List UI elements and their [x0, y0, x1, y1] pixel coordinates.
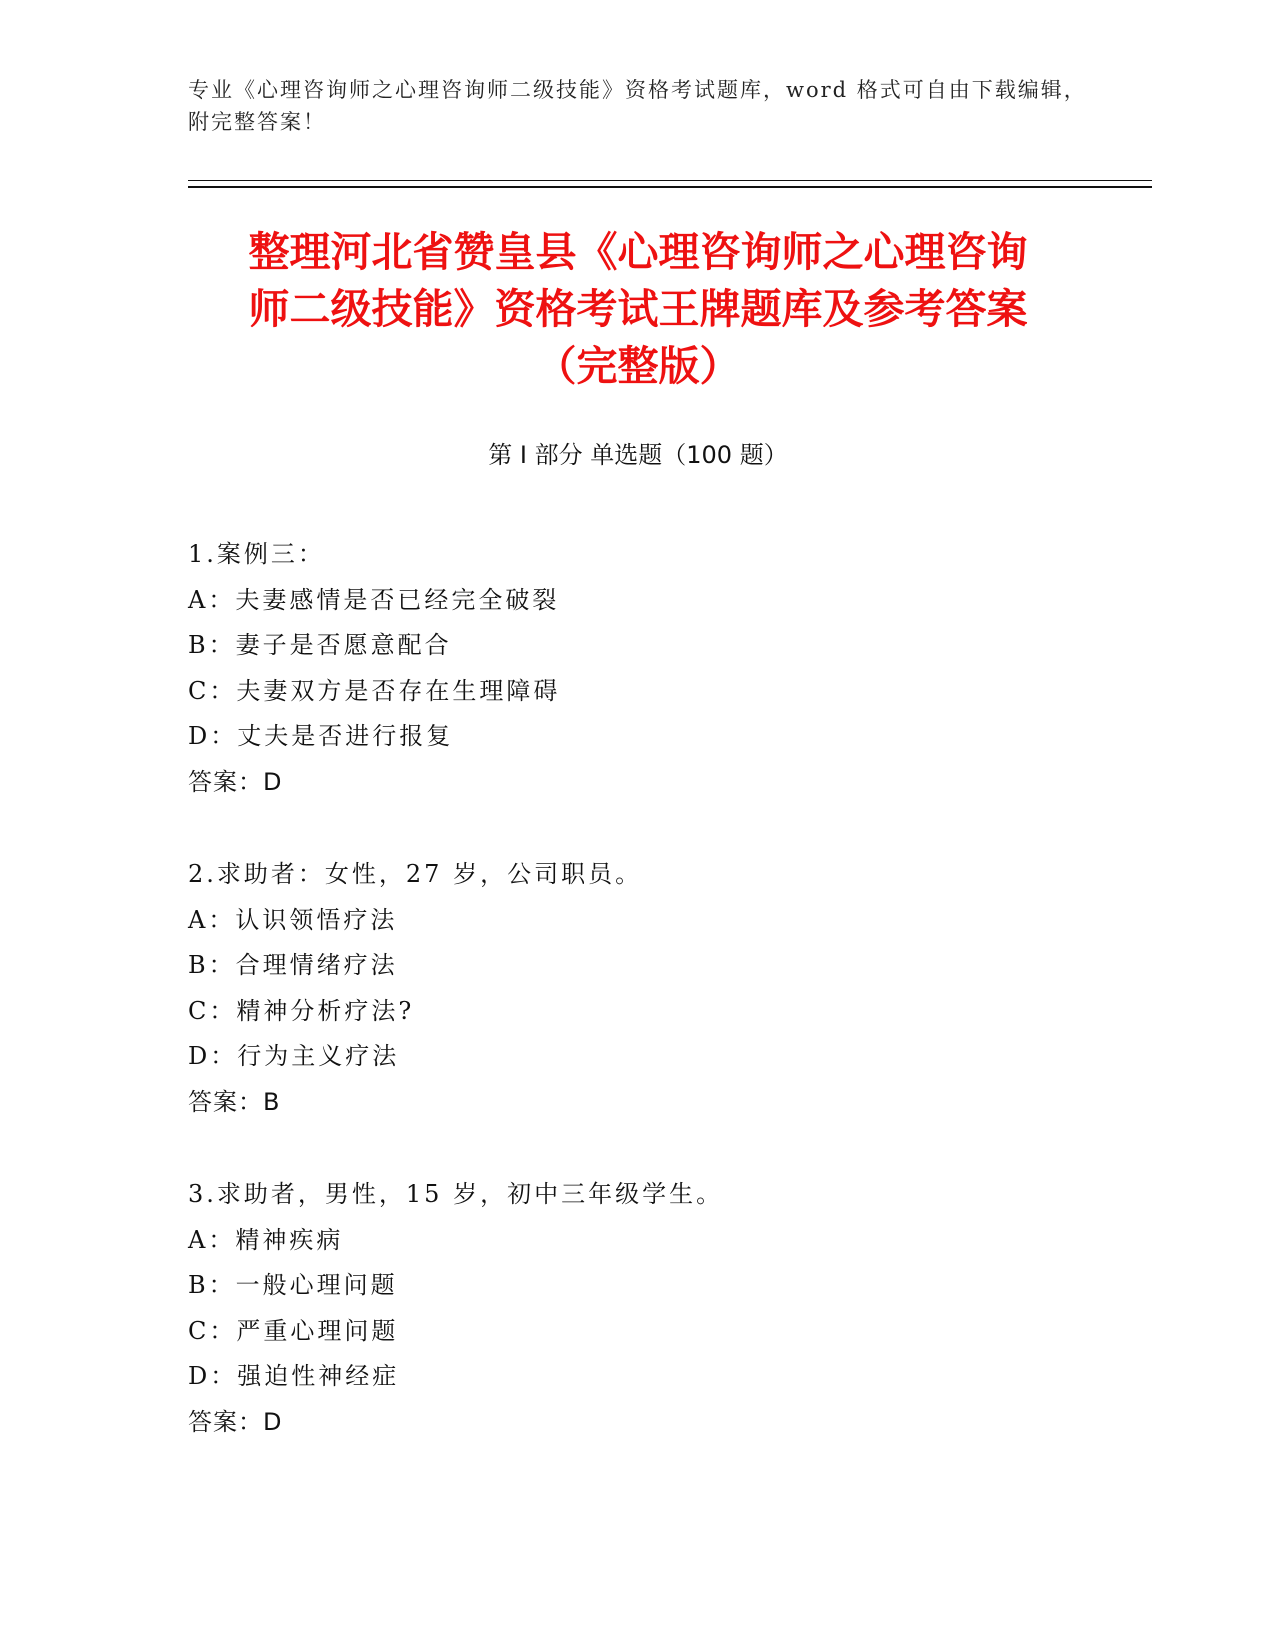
option-a: A：精神疾病 [188, 1225, 344, 1254]
title-line-2: 师二级技能》资格考试王牌题库及参考答案 [248, 285, 1028, 333]
option-b: B：合理情绪疗法 [188, 951, 398, 979]
answer-line: 答案：B [188, 1087, 281, 1116]
answer-line: 答案：D [188, 767, 283, 796]
option-d: D：行为主义疗法 [188, 1042, 400, 1070]
document-header-note: 专业《心理咨询师之心理咨询师二级技能》资格考试题库，word 格式可自由下载编辑，附完整答案！ [188, 78, 1087, 134]
option-b: B：妻子是否愿意配合 [188, 631, 452, 659]
question-3 [188, 1172, 1088, 1445]
option-d: D：丈夫是否进行报复 [188, 722, 454, 750]
header-divider-thick [188, 186, 1152, 188]
title-line-1: 整理河北省赞皇县《心理咨询师之心理咨询 [248, 228, 1028, 276]
section-heading: 第 I 部分 单选题（100 题） [488, 441, 788, 469]
option-c: C：夫妻双方是否存在生理障碍 [188, 676, 561, 705]
option-a: A：认识领悟疗法 [188, 905, 398, 934]
question-stem: 1.案例三： [188, 540, 325, 568]
title-line-3: （完整版） [535, 342, 741, 390]
question-1 [188, 532, 1088, 805]
option-a: A：夫妻感情是否已经完全破裂 [188, 585, 560, 614]
option-b: B：一般心理问题 [188, 1271, 398, 1299]
option-c: C：严重心理问题 [188, 1316, 399, 1345]
question-stem: 3.求助者，男性，15 岁，初中三年级学生。 [188, 1180, 724, 1208]
answer-line: 答案：D [188, 1407, 283, 1436]
document-title [188, 224, 1088, 395]
option-c: C：精神分析疗法? [188, 996, 415, 1025]
option-d: D：强迫性神经症 [188, 1362, 400, 1390]
question-2 [188, 852, 1088, 1125]
question-stem: 2.求助者：女性，27 岁，公司职员。 [188, 860, 643, 888]
header-divider-thin [188, 180, 1152, 181]
